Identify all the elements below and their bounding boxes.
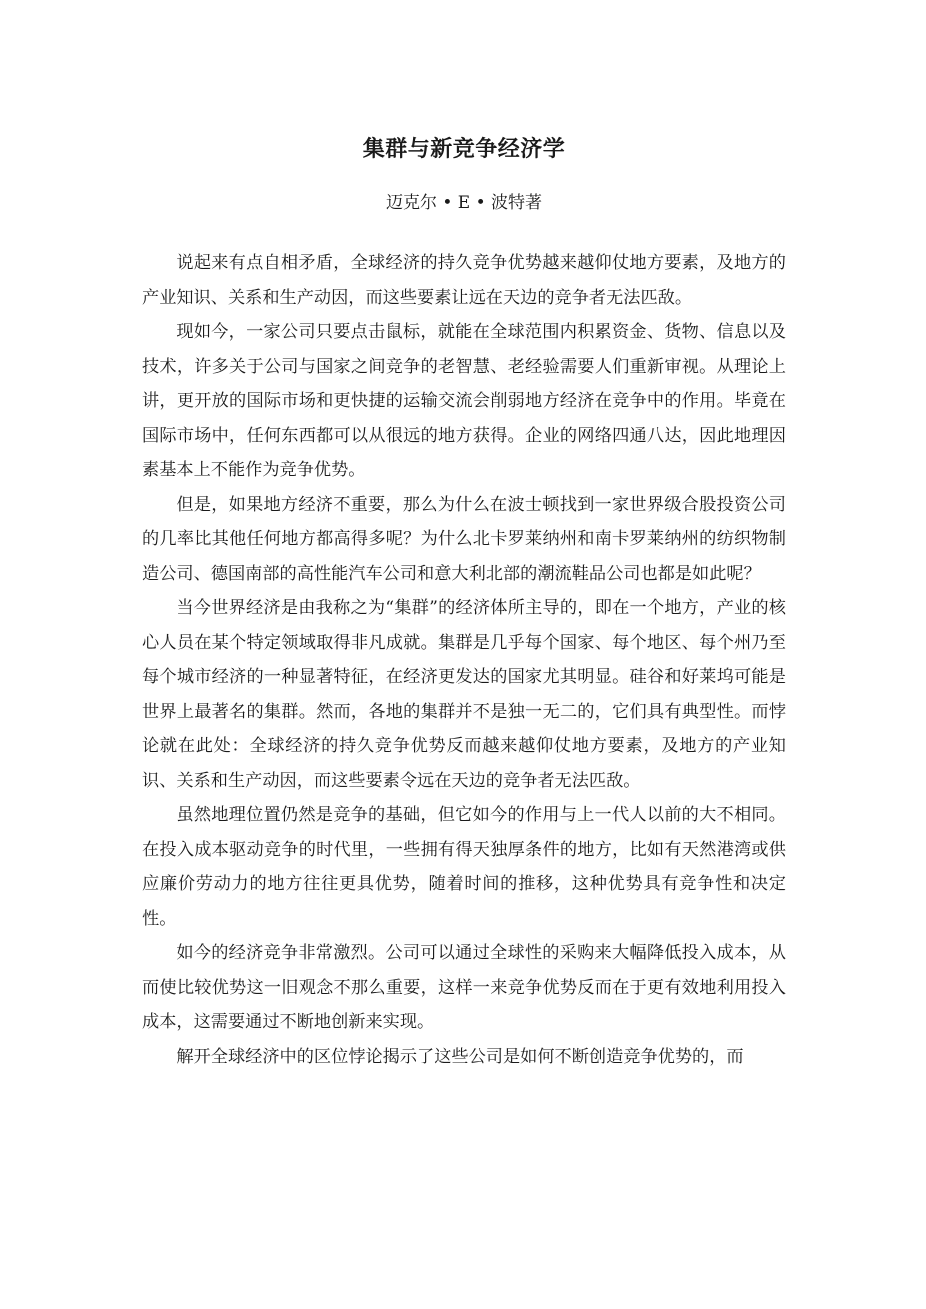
- paragraph: 虽然地理位置仍然是竞争的基础，但它如今的作用与上一代人以前的大不相同。在投入成本驱动竞争的时代里，一些拥有得天独厚条件的地方，比如有天然港湾或供应廉价劳动力的地方往往更具优势，随着时间的推移，这种优势具有竞争性和决定性。: [142, 805, 786, 929]
- document-title: 集群与新竞争经济学: [362, 137, 566, 162]
- paragraph: 如今的经济竞争非常激烈。公司可以通过全球性的采购来大幅降低投入成本，从而使比较优势这一旧观念不那么重要，这样一来竞争优势反而在于更有效地利用投入成本，这需要通过不断地创新来实现。: [142, 943, 786, 1032]
- paragraph: 现如今，一家公司只要点击鼠标，就能在全球范围内积累资金、货物、信息以及技术，许多关于公司与国家之间竞争的老智慧、老经验需要人们重新审视。从理论上讲，更开放的国际市场和更快捷的运输交流会削弱地方经济在竞争中的作用。毕竟在国际市场中，任何东西都可以从很远的地方获得。企业的网络四通八达，因此地理因素基本上不能作为竞争优势。: [142, 322, 786, 480]
- author-line: 迈克尔 • E • 波特著: [385, 193, 543, 213]
- paragraph: 说起来有点自相矛盾，全球经济的持久竞争优势越来越仰仗地方要素，及地方的产业知识、关系和生产动因，而这些要素让远在天边的竞争者无法匹敌。: [142, 253, 786, 308]
- article-body: [142, 246, 786, 1074]
- paragraph: 解开全球经济中的区位悖论揭示了这些公司是如何不断创造竞争优势的，而: [176, 1046, 744, 1067]
- paragraph: 当今世界经济是由我称之为“集群”的经济体所主导的，即在一个地方，产业的核心人员在某个特定领域取得非凡成就。集群是几乎每个国家、每个地区、每个州乃至每个城市经济的一种显著特征，在经济更发达的国家尤其明显。硅谷和好莱坞可能是世界上最著名的集群。然而，各地的集群并不是独一无二的，它们具有典型性。而悖论就在此处：全球经济的持久竞争优势反而越来越仰仗地方要素，及地方的产业知识、关系和生产动因，而这些要素令远在天边的竞争者无法匹敌。: [142, 598, 786, 791]
- paragraph: 但是，如果地方经济不重要，那么为什么在波士顿找到一家世界级合股投资公司的几率比其他任何地方都高得多呢？为什么北卡罗莱纳州和南卡罗莱纳州的纺织物制造公司、德国南部的高性能汽车公司和意大利北部的潮流鞋品公司也都是如此呢？: [142, 494, 786, 584]
